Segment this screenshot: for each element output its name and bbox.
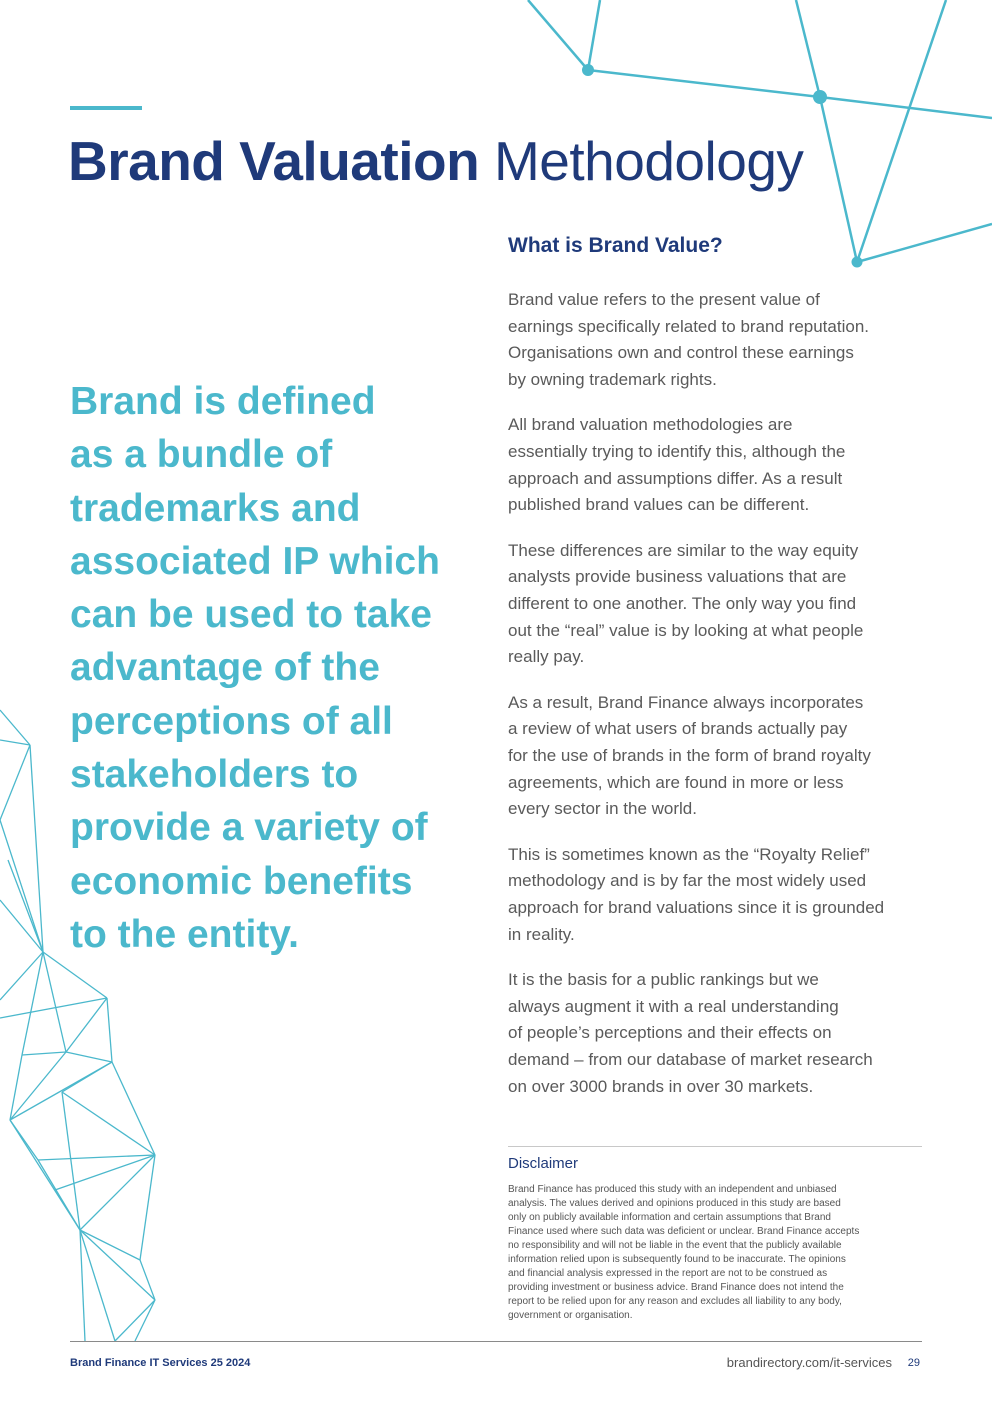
pull-quote-line: trademarks and [70, 486, 361, 530]
page-title-bold: Brand Valuation [68, 130, 480, 192]
body-line: As a result, Brand Finance always incorporates [508, 692, 864, 712]
footer-report-name: Brand Finance IT Services 25 2024 [70, 1357, 251, 1369]
body-text-column [508, 287, 938, 1119]
body-line: earnings specifically related to brand reputation. [508, 316, 869, 336]
disclaimer-line: government or organisation. [508, 1310, 633, 1321]
disclaimer-line: analysis. The values derived and opinions produced in this study are based [508, 1198, 841, 1209]
body-line: published brand values can be different. [508, 495, 810, 515]
body-line: for the use of brands in the form of brand royalty [508, 746, 871, 766]
disclaimer-line: and financial analysis expressed in the report are not to be construed as [508, 1268, 828, 1279]
body-line: All brand valuation methodologies are [508, 415, 793, 435]
disclaimer-line: no responsibility and will not be liable in the event that the publicly available [508, 1240, 842, 1251]
body-paragraph [508, 287, 938, 394]
pull-quote-line: can be used to take [70, 593, 432, 637]
footer-divider [70, 1341, 922, 1342]
pull-quote-line: to the entity. [70, 912, 299, 956]
pull-quote-line: associated IP which [70, 539, 440, 583]
body-line: methodology and is by far the most widely used [508, 871, 867, 891]
disclaimer-title: Disclaimer [508, 1155, 579, 1172]
body-paragraph [508, 967, 938, 1101]
body-line: of people’s perceptions and their effects on [508, 1023, 832, 1043]
body-line: agreements, which are found in more or less [508, 772, 844, 792]
body-line: analysts provide business valuations that are [508, 567, 847, 587]
body-line: Organisations own and control these earnings [508, 343, 854, 363]
body-paragraph [508, 842, 938, 949]
body-line: approach and assumptions differ. As a result [508, 468, 843, 488]
body-line: out the “real” value is by looking at what people [508, 620, 864, 640]
disclaimer-line: providing investment or business advice. Brand Finance does not intend the [508, 1282, 844, 1293]
body-line: on over 3000 brands in over 30 markets. [508, 1076, 814, 1096]
pull-quote-line: economic benefits [70, 859, 413, 903]
body-paragraph [508, 538, 938, 672]
section-heading: What is Brand Value? [508, 234, 723, 257]
pull-quote-line: as a bundle of [70, 433, 333, 477]
title-accent-rule [70, 106, 142, 110]
body-line: in reality. [508, 924, 575, 944]
pull-quote [70, 375, 470, 961]
pull-quote-line: advantage of the [70, 646, 380, 690]
body-line: approach for brand valuations since it is grounded [508, 898, 885, 918]
body-line: demand – from our database of market research [508, 1050, 873, 1070]
body-line: a review of what users of brands actually pay [508, 719, 848, 739]
body-line: always augment it with a real understanding [508, 996, 839, 1016]
body-line: essentially trying to identify this, although the [508, 442, 846, 462]
pull-quote-line: perceptions of all [70, 699, 393, 743]
body-line: different to one another. The only way you find [508, 594, 857, 614]
body-line: by owning trademark rights. [508, 370, 717, 390]
footer-url-link[interactable]: brandirectory.com/it-services [726, 1355, 892, 1370]
pull-quote-line: Brand is defined [70, 380, 376, 423]
disclaimer-line: Brand Finance has produced this study with an independent and unbiased [508, 1184, 837, 1195]
disclaimer-line: Finance used where such data was deficient or unclear. Brand Finance accepts [508, 1226, 860, 1237]
body-line: This is sometimes known as the “Royalty Relief” [508, 844, 870, 864]
pull-quote-line: stakeholders to [70, 753, 359, 797]
body-line: It is the basis for a public rankings but we [508, 969, 819, 989]
body-line: Brand value refers to the present value of [508, 290, 820, 309]
disclaimer-divider [508, 1146, 922, 1147]
body-paragraph [508, 690, 938, 824]
disclaimer-line: only on publicly available information and certain assumptions that Brand [508, 1212, 831, 1223]
disclaimer-line: information relied upon is subsequently found to be inaccurate. The opinions [508, 1254, 846, 1265]
page-title-regular: Methodology [493, 130, 804, 192]
body-line: every sector in the world. [508, 799, 697, 819]
pull-quote-line: provide a variety of [70, 806, 428, 850]
disclaimer-text [508, 1183, 928, 1323]
body-paragraph [508, 412, 938, 519]
body-line: These differences are similar to the way equity [508, 540, 859, 560]
page-title [68, 128, 803, 194]
page-number: 29 [907, 1357, 920, 1369]
body-line: really pay. [508, 647, 585, 667]
disclaimer-line: report to be relied upon for any reason and excludes all liability to any body, [508, 1296, 842, 1307]
